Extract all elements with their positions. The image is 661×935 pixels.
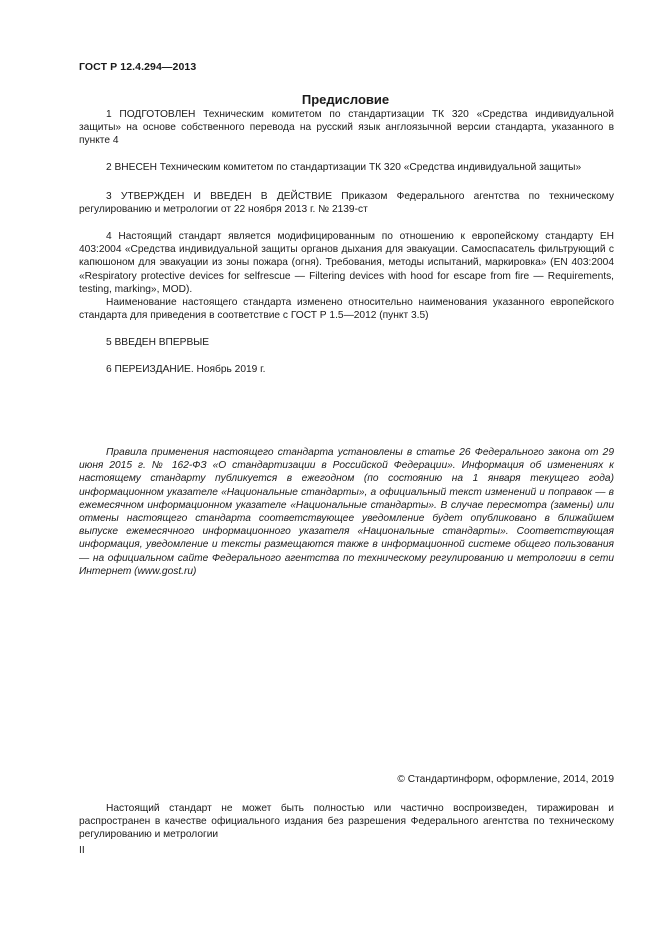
copyright-line: © Стандартинформ, оформление, 2014, 2019 [397, 774, 614, 785]
preface-item-1: 1 ПОДГОТОВЛЕН Техническим комитетом по стандартизации ТК 320 «Средства индивидуальной защиты» на основе собственного перевода на русский язык англоязычной версии стандарта, указанного в пункте 4 [79, 109, 614, 147]
page-number: II [79, 845, 85, 856]
preface-item-4: 4 Настоящий стандарт является модифицированным по отношению к европейскому стандарту ЕН 403:2004 «Средства индивидуальной защиты органов дыхания для эвакуации. Самоспасатель фильтрующий с капюшоном для эвакуации из зоны пожара (огня). Требования, методы испытаний, маркировка» (EN 403:2004 «Respiratory protective devices for selfrescue — Filtering devices with hood for escape from fire — Requirements, testing, marking», MOD). [79, 231, 614, 295]
preface-item-6: 6 ПЕРЕИЗДАНИЕ. Ноябрь 2019 г. [106, 364, 266, 375]
preface-item-4-note: Наименование настоящего стандарта изменено относительно наименования указанного европейского стандарта для приведения в соответствие с ГОСТ Р 1.5—2012 (пункт 3.5) [79, 297, 614, 322]
reproduction-notice: Настоящий стандарт не может быть полностью или частично воспроизведен, тиражирован и распространен в качестве официального издания без разрешения Федерального агентства по техническому регулированию и метрологии [79, 803, 614, 841]
document-code: ГОСТ Р 12.4.294—2013 [79, 61, 197, 73]
preface-item-3: 3 УТВЕРЖДЕН И ВВЕДЕН В ДЕЙСТВИЕ Приказом Федерального агентства по техническому регулированию и метрологии от 22 ноября 2013 г. № 2139-ст [79, 191, 614, 216]
rules-notice: Правила применения настоящего стандарта установлены в статье 26 Федерального закона от 29 июня 2015 г. № 162-ФЗ «О стандартизации в Российской Федерации». Информация об изменениях к настоящему стандарту публикуется в ежегодном (по состоянию на 1 января текущего года) информационном указателе «Национальные стандарты», а официальный текст изменений и поправок — в ежемесячном информационном указателе «Национальные стандарты». В случае пересмотра (замены) или отмены настоящего стандарта соответствующее уведомление будет опубликовано в ближайшем выпуске ежемесячного информационного указателя «Национальные стандарты». Соответствующая информация, уведомление и тексты размещаются также в информационной системе общего пользования — на официальном сайте Федерального агентства по техническому регулированию и метрологии в сети Интернет (www.gost.ru) [79, 447, 614, 577]
preface-item-2: 2 ВНЕСЕН Техническим комитетом по стандартизации ТК 320 «Средства индивидуальной защиты» [106, 162, 582, 173]
page-title: Предисловие [301, 92, 390, 107]
preface-item-5: 5 ВВЕДЕН ВПЕРВЫЕ [106, 337, 210, 348]
